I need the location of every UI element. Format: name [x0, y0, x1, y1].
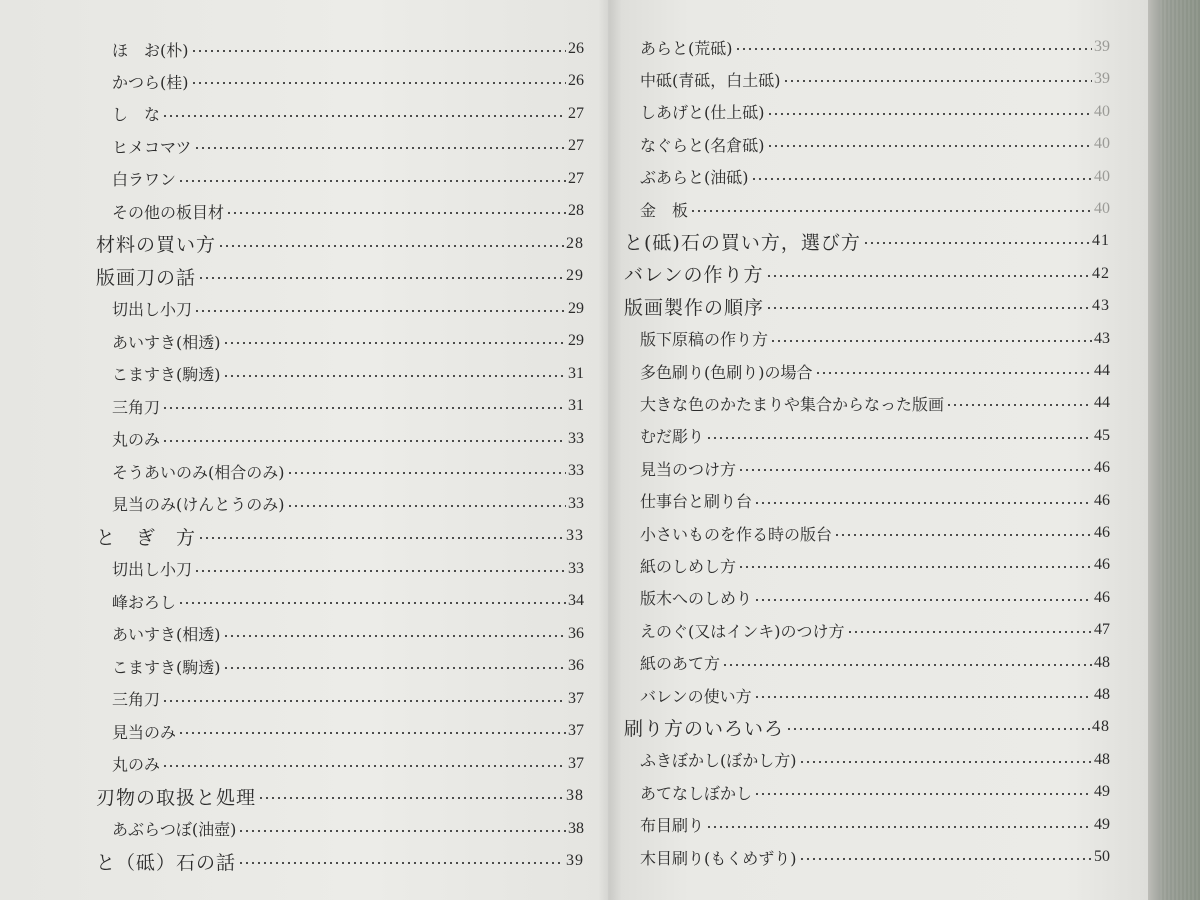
toc-entry [640, 325, 1110, 353]
toc-entry [640, 811, 1110, 839]
toc-entry-page-number: 34 [568, 592, 584, 610]
toc-entry-page-number: 47 [1094, 621, 1110, 639]
toc-entry-page-number: 40 [1094, 200, 1110, 217]
dot-leader [194, 145, 566, 151]
toc-entry-page-number: 33 [566, 527, 584, 545]
toc-entry-label: 切出し小刀 [112, 300, 193, 320]
toc-entry-page-number: 37 [568, 689, 584, 707]
toc-entry [624, 260, 1110, 288]
toc-entry [96, 847, 584, 875]
toc-entry-label: こますき(駒透) [112, 657, 221, 677]
toc-entry-label: ぶあらと(油砥) [640, 168, 749, 188]
toc-entry-page-number: 28 [566, 234, 584, 252]
dot-leader [178, 178, 566, 184]
toc-entry-page-number: 29 [566, 267, 584, 285]
toc-entry-page-number: 43 [1092, 297, 1110, 315]
toc-entry-label: そうあいのみ(相合のみ) [112, 462, 285, 482]
dot-leader [754, 694, 1092, 700]
toc-entry [112, 67, 584, 95]
toc-entry-label: 紙のしめし方 [640, 556, 737, 576]
toc-entry-page-number: 39 [1094, 38, 1110, 55]
dot-leader [770, 338, 1092, 344]
toc-entry [112, 360, 584, 388]
dot-leader [191, 48, 567, 54]
toc-entry [112, 100, 584, 128]
dot-leader [767, 111, 1093, 117]
dot-leader [754, 597, 1092, 603]
toc-entry-label: あいすき(相透) [112, 625, 221, 645]
toc-entry-page-number: 37 [568, 754, 584, 772]
dot-leader [766, 273, 1090, 279]
toc-entry [640, 357, 1110, 385]
dot-leader [751, 176, 1093, 182]
toc-entry-page-number: 26 [568, 72, 584, 90]
toc-entry-label: こますき(駒透) [112, 365, 221, 385]
toc-entry-label: しあげと(仕上砥) [640, 103, 765, 123]
dot-leader [223, 340, 567, 346]
dot-leader [287, 470, 567, 476]
toc-entry [624, 227, 1110, 255]
toc-entry [112, 717, 584, 745]
dot-leader [706, 435, 1092, 441]
dot-leader [946, 402, 1092, 408]
toc-entry-label: 切出し小刀 [112, 560, 193, 580]
toc-entry-label: 金 板 [640, 200, 689, 220]
toc-entry-label: 中砥(青砥，白土砥) [640, 70, 781, 90]
toc-entry-label: 版下原稿の作り方 [640, 330, 769, 350]
dot-leader [162, 763, 566, 769]
toc-entry-page-number: 40 [1094, 167, 1110, 185]
toc-entry-label: 布目刷り [640, 816, 705, 836]
toc-entry [112, 490, 584, 518]
toc-entry-label: あいすき(相透) [112, 332, 221, 352]
toc-entry-label: 丸のみ [112, 430, 161, 450]
toc-entry-label: かつら(桂) [112, 72, 189, 92]
toc-entry-label: なぐらと(名倉砥) [640, 135, 765, 155]
toc-entry-page-number: 36 [568, 657, 584, 675]
dot-leader [194, 308, 566, 314]
toc-entry-page-number: 36 [568, 624, 584, 642]
dot-leader [191, 80, 567, 86]
toc-entry-label: と(砥)石の買い方，選び方 [624, 231, 861, 254]
toc-entry-page-number: 28 [568, 202, 584, 220]
toc-entry-page-number: 50 [1094, 848, 1110, 865]
toc-entry-label: 丸のみ [112, 755, 161, 775]
dot-leader [847, 629, 1093, 635]
toc-entry [640, 584, 1110, 612]
toc-entry-label: 紙のあて方 [640, 654, 721, 674]
toc-entry [112, 392, 584, 420]
dot-leader [162, 438, 566, 444]
toc-entry [640, 649, 1110, 677]
toc-entry-label: 見当のみ(けんとうのみ) [112, 495, 285, 515]
dot-leader [194, 568, 566, 574]
toc-entry-label: 見当のつけ方 [640, 459, 737, 479]
toc-entry-page-number: 40 [1094, 135, 1110, 153]
dot-leader [198, 275, 564, 281]
toc-entry [640, 422, 1110, 450]
toc-entry [112, 652, 584, 680]
toc-entry-page-number: 27 [568, 169, 584, 187]
dot-leader [690, 208, 1092, 214]
toc-entry-page-number: 39 [1094, 70, 1110, 88]
dot-leader [218, 243, 564, 249]
dot-leader [162, 405, 566, 411]
toc-entry-page-number: 45 [1094, 426, 1110, 444]
dot-leader [178, 730, 566, 736]
toc-entry [640, 33, 1110, 61]
dot-leader [722, 662, 1092, 668]
toc-entry [640, 778, 1110, 806]
toc-entry-label: 仕事台と刷り台 [640, 492, 753, 512]
toc-entry [112, 425, 584, 453]
toc-entry-label: 刷り方のいろいろ [624, 717, 785, 740]
toc-entry-label: 版木へのしめり [640, 589, 753, 609]
toc-entry [96, 522, 584, 550]
toc-entry-label: 材料の買い方 [96, 234, 217, 257]
toc-entry-label: その他の板目材 [112, 202, 225, 222]
page-stack-edge [1160, 0, 1200, 900]
toc-entry [640, 843, 1110, 871]
dot-leader [706, 824, 1092, 830]
toc-entry-page-number: 29 [568, 299, 584, 317]
toc-entry [112, 132, 584, 160]
toc-entry-label: と（砥）石の話 [96, 851, 237, 874]
dot-leader [735, 46, 1093, 52]
toc-entry-label: えのぐ(又はインキ)のつけ方 [640, 621, 845, 641]
toc-entry-page-number: 31 [568, 397, 584, 415]
dot-leader [863, 240, 1090, 246]
toc-entry [640, 746, 1110, 774]
dot-leader [287, 503, 567, 509]
dot-leader [162, 698, 566, 704]
toc-entry-label: あてなしぼかし [640, 783, 753, 803]
toc-entry-page-number: 33 [568, 462, 584, 480]
toc-entry-page-number: 31 [568, 364, 584, 382]
dot-leader [178, 600, 566, 606]
toc-entry-page-number: 41 [1092, 232, 1110, 250]
toc-entry-label: むだ彫り [640, 427, 705, 447]
toc-entry [112, 815, 584, 843]
toc-entry [112, 555, 584, 583]
toc-entry-page-number: 46 [1094, 588, 1110, 606]
toc-entry-label: ふきぼかし(ぼかし方) [640, 751, 797, 771]
toc-entry [112, 35, 584, 63]
dot-leader [223, 373, 567, 379]
toc-entry-label: 版画刀の話 [96, 266, 197, 289]
toc-entry-page-number: 49 [1094, 783, 1110, 801]
dot-leader [226, 210, 566, 216]
toc-entry [112, 295, 584, 323]
toc-entry [112, 457, 584, 485]
toc-entry [640, 163, 1110, 191]
toc-entry-label: 刃物の取扱と処理 [96, 786, 257, 809]
toc-entry-page-number: 46 [1094, 459, 1110, 477]
toc-entry-label: 三角刀 [112, 690, 161, 710]
toc-entry-label: と ぎ 方 [96, 526, 197, 549]
toc-entry-page-number: 48 [1094, 686, 1110, 703]
dot-leader [799, 759, 1093, 765]
toc-entry [112, 165, 584, 193]
toc-entry [640, 616, 1110, 644]
toc-entry [640, 519, 1110, 547]
toc-entry-label: 小さいものを作る時の版台 [640, 524, 833, 544]
toc-entry-page-number: 48 [1094, 750, 1110, 768]
toc-entry-label: 峰おろし [112, 592, 177, 612]
toc-entry-page-number: 27 [568, 104, 584, 122]
toc-entry-label: バレンの使い方 [640, 686, 752, 706]
toc-entry-page-number: 43 [1094, 329, 1110, 347]
dot-leader [786, 726, 1090, 732]
toc-entry-page-number: 42 [1092, 264, 1110, 282]
toc-entry-page-number: 39 [566, 852, 584, 869]
toc-entry-page-number: 46 [1094, 524, 1110, 541]
toc-entry [640, 681, 1110, 709]
toc-entry-label: 三角刀 [112, 397, 161, 417]
dot-leader [754, 500, 1092, 506]
toc-entry-label: し な [112, 105, 161, 125]
toc-entry-page-number: 49 [1094, 815, 1110, 833]
toc-entry-page-number: 44 [1094, 362, 1110, 379]
toc-entry-page-number: 46 [1094, 491, 1110, 509]
toc-entry-page-number: 44 [1094, 394, 1110, 412]
toc-entry-label: あぶらつぼ(油壺) [112, 820, 237, 840]
dot-leader [766, 305, 1090, 311]
dot-leader [238, 828, 566, 834]
toc-entry-page-number: 37 [568, 722, 584, 740]
toc-entry-label: あらと(荒砥) [640, 38, 733, 58]
toc-entry [640, 551, 1110, 579]
toc-entry-page-number: 38 [568, 819, 584, 837]
dot-leader [738, 564, 1092, 570]
toc-entry-label: 見当のみ [112, 722, 177, 742]
toc-entry-label: ヒメコマツ [112, 137, 192, 157]
toc-entry [112, 197, 584, 225]
toc-entry-page-number: 33 [568, 494, 584, 512]
toc-entry-page-number: 33 [568, 559, 584, 577]
toc-entry [640, 454, 1110, 482]
dot-leader [198, 535, 564, 541]
toc-entry-page-number: 29 [568, 332, 584, 350]
toc-entry-page-number: 27 [568, 137, 584, 155]
book-gutter [598, 0, 622, 900]
dot-leader [799, 856, 1093, 862]
toc-entry [640, 487, 1110, 515]
toc-entry-label: 白ラワン [112, 170, 177, 190]
dot-leader [223, 665, 567, 671]
toc-entry [96, 230, 584, 258]
toc-entry [640, 65, 1110, 93]
toc-entry [112, 620, 584, 648]
toc-entry [624, 713, 1110, 741]
toc-entry [640, 195, 1110, 223]
toc-entry [640, 130, 1110, 158]
toc-entry [640, 389, 1110, 417]
dot-leader [815, 370, 1093, 376]
toc-entry [112, 587, 584, 615]
toc-entry [112, 327, 584, 355]
dot-leader [223, 633, 567, 639]
dot-leader [258, 795, 564, 801]
toc-entry-page-number: 26 [568, 40, 584, 57]
toc-entry-label: 木目刷り(もくめずり) [640, 848, 797, 868]
toc-entry-label: 大きな色のかたまりや集合からなった版画 [640, 394, 945, 414]
dot-leader [162, 113, 566, 119]
toc-entry [112, 750, 584, 778]
toc-entry [624, 292, 1110, 320]
dot-leader [754, 791, 1092, 797]
dot-leader [783, 78, 1093, 84]
dot-leader [767, 143, 1093, 149]
toc-entry [112, 685, 584, 713]
toc-entry-page-number: 46 [1094, 556, 1110, 574]
toc-entry-page-number: 40 [1094, 102, 1110, 120]
toc-entry-page-number: 33 [568, 429, 584, 447]
toc-entry [96, 262, 584, 290]
toc-entry-label: 多色刷り(色刷り)の場合 [640, 362, 813, 382]
dot-leader [738, 467, 1092, 473]
toc-entry-page-number: 48 [1094, 653, 1110, 671]
toc-entry-page-number: 38 [566, 787, 584, 805]
dot-leader [834, 532, 1092, 538]
toc-entry-label: 版画製作の順序 [624, 296, 765, 319]
toc-entry [640, 98, 1110, 126]
toc-entry-label: バレンの作り方 [624, 264, 764, 287]
toc-entry-label: ほ お(朴) [112, 40, 189, 60]
dot-leader [238, 860, 564, 866]
toc-entry [96, 782, 584, 810]
toc-entry-page-number: 48 [1092, 718, 1110, 736]
